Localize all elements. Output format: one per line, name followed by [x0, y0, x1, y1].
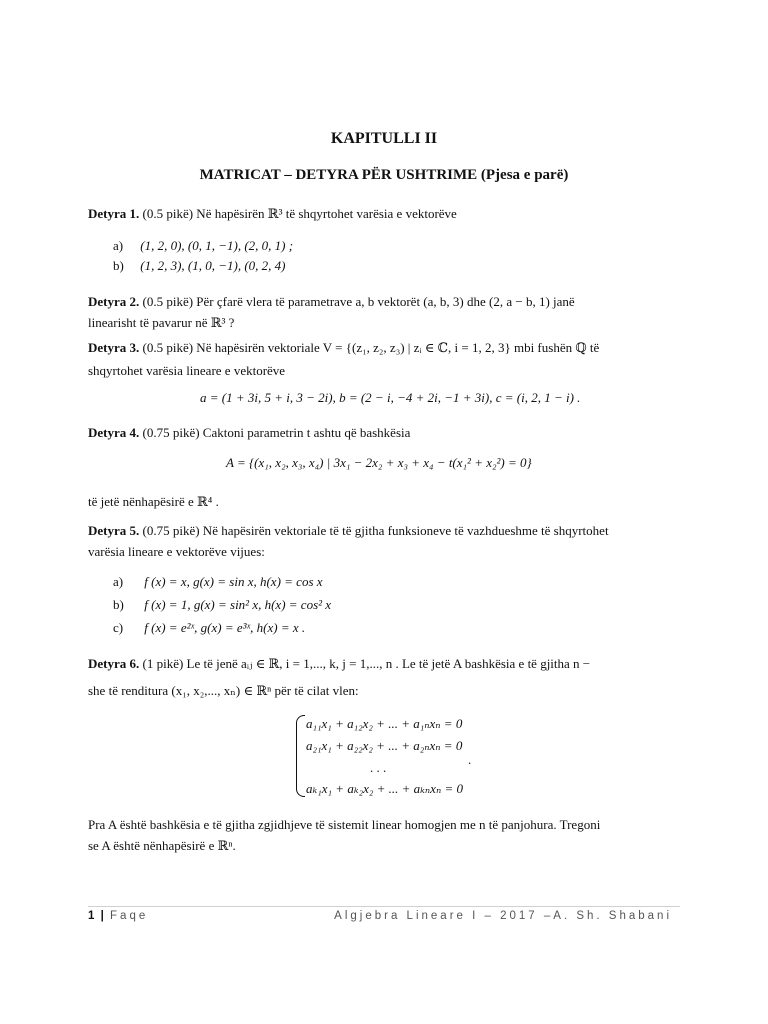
- task-1-item-b: [113, 258, 286, 274]
- item-marker: b): [113, 597, 124, 612]
- task-2-line-2: linearisht të pavarur në ℝ³ ?: [88, 315, 235, 330]
- task-label: Detyra 3.: [88, 340, 140, 355]
- footer-left: [88, 910, 148, 922]
- task-text: (0.5 pikë) Në hapësirën ℝ³ të shqyrtohet varësia e vektorëve: [142, 206, 457, 221]
- item-marker: a): [113, 574, 124, 589]
- item-expression: (1, 2, 0), (0, 1, −1), (2, 0, 1) ;: [140, 238, 294, 253]
- page-number: 1: [88, 910, 95, 922]
- system-brace: [296, 715, 305, 797]
- item-expression: f (x) = 1, g(x) = sin² x, h(x) = cos² x: [144, 597, 332, 612]
- task-6-after-1: Pra A është bashkësia e të gjitha zgjidhjeve të sistemit linear homogjen me n të panjohura. Tregoni: [88, 817, 601, 832]
- task-text: (0.5 pikë) Për çfarë vlera të parametrave a, b vektorët (a, b, 3) dhe (2, a − b, 1) janë: [142, 294, 575, 309]
- task-3-line-2: shqyrtohet varësia lineare e vektorëve: [88, 363, 286, 378]
- task-5-item-c: [113, 620, 305, 636]
- task-text: (0.5 pikë) Në hapësirën vektoriale V = {(z₁, z₂, z₃) | zᵢ ∈ ℂ, i = 1, 2, 3} mbi fushën ℚ të: [142, 340, 600, 355]
- task-text: (1 pikë) Le të jenë aᵢⱼ ∈ ℝ, i = 1,..., k, j = 1,..., n . Le të jetë A bashkësia e të gjitha n −: [142, 656, 591, 671]
- task-label: Detyra 4.: [88, 425, 140, 440]
- task-label: Detyra 2.: [88, 294, 140, 309]
- item-expression: f (x) = x, g(x) = sin x, h(x) = cos x: [144, 574, 323, 589]
- item-expression: f (x) = e²ˣ, g(x) = e³ˣ, h(x) = x .: [144, 620, 306, 635]
- task-1: [88, 206, 457, 222]
- task-6-line-2: she të renditura (x₁, x₂,..., xₙ) ∈ ℝⁿ për të cilat vlen:: [88, 683, 359, 698]
- task-3: [88, 340, 599, 356]
- task-4: [88, 425, 410, 441]
- task-5: [88, 523, 609, 539]
- item-marker: a): [113, 238, 124, 253]
- system-equation-1: a₁₁x₁ + a₁₂x₂ + ... + a₁ₙxₙ = 0: [306, 716, 463, 731]
- item-marker: c): [113, 620, 124, 635]
- task-5-line-2: varësia lineare e vektorëve vijues:: [88, 544, 265, 559]
- task-4-formula: A = {(x₁, x₂, x₃, x₄) | 3x₁ − 2x₂ + x₃ + x₄ − t(x₁² + x₂²) = 0}: [226, 455, 532, 470]
- page-title: MATRICAT – DETYRA PËR USHTRIME (Pjesa e parë): [199, 167, 569, 183]
- task-label: Detyra 1.: [88, 206, 140, 221]
- task-6-after-2: se A është nënhapësirë e ℝⁿ.: [88, 838, 236, 853]
- system-equation-2: a₂₁x₁ + a₂₂x₂ + ... + a₂ₙxₙ = 0: [306, 738, 463, 753]
- footer-right: Algjebra Lineare I – 2017 –A. Sh. Shabani: [334, 910, 672, 922]
- item-expression: (1, 2, 3), (1, 0, −1), (0, 2, 4): [140, 258, 286, 273]
- task-label: Detyra 5.: [88, 523, 140, 538]
- task-text: (0.75 pikë) Caktoni parametrin t ashtu që bashkësia: [142, 425, 411, 440]
- task-3-formula: a = (1 + 3i, 5 + i, 3 − 2i), b = (2 − i, −4 + 2i, −1 + 3i), c = (i, 2, 1 − i) .: [200, 390, 581, 405]
- page-word: Faqe: [110, 910, 149, 922]
- task-4-after: të jetë nënhapësirë e ℝ⁴ .: [88, 494, 219, 509]
- footer-divider: [88, 906, 680, 907]
- task-5-item-b: [113, 597, 331, 613]
- task-1-item-a: [113, 238, 293, 254]
- footer-separator: |: [100, 910, 104, 922]
- task-text: (0.75 pikë) Në hapësirën vektoriale të të gjitha funksioneve të vazhdueshme të shqyrtohet: [142, 523, 609, 538]
- task-6: [88, 656, 590, 672]
- task-2: [88, 294, 575, 310]
- system-equation-k: aₖ₁x₁ + aₖ₂x₂ + ... + aₖₙxₙ = 0: [306, 781, 463, 796]
- system-tail: .: [468, 752, 472, 767]
- item-marker: b): [113, 258, 124, 273]
- task-label: Detyra 6.: [88, 656, 140, 671]
- chapter-heading: KAPITULLI II: [330, 130, 438, 147]
- system-ellipsis: . . .: [370, 760, 387, 775]
- task-5-item-a: [113, 574, 323, 590]
